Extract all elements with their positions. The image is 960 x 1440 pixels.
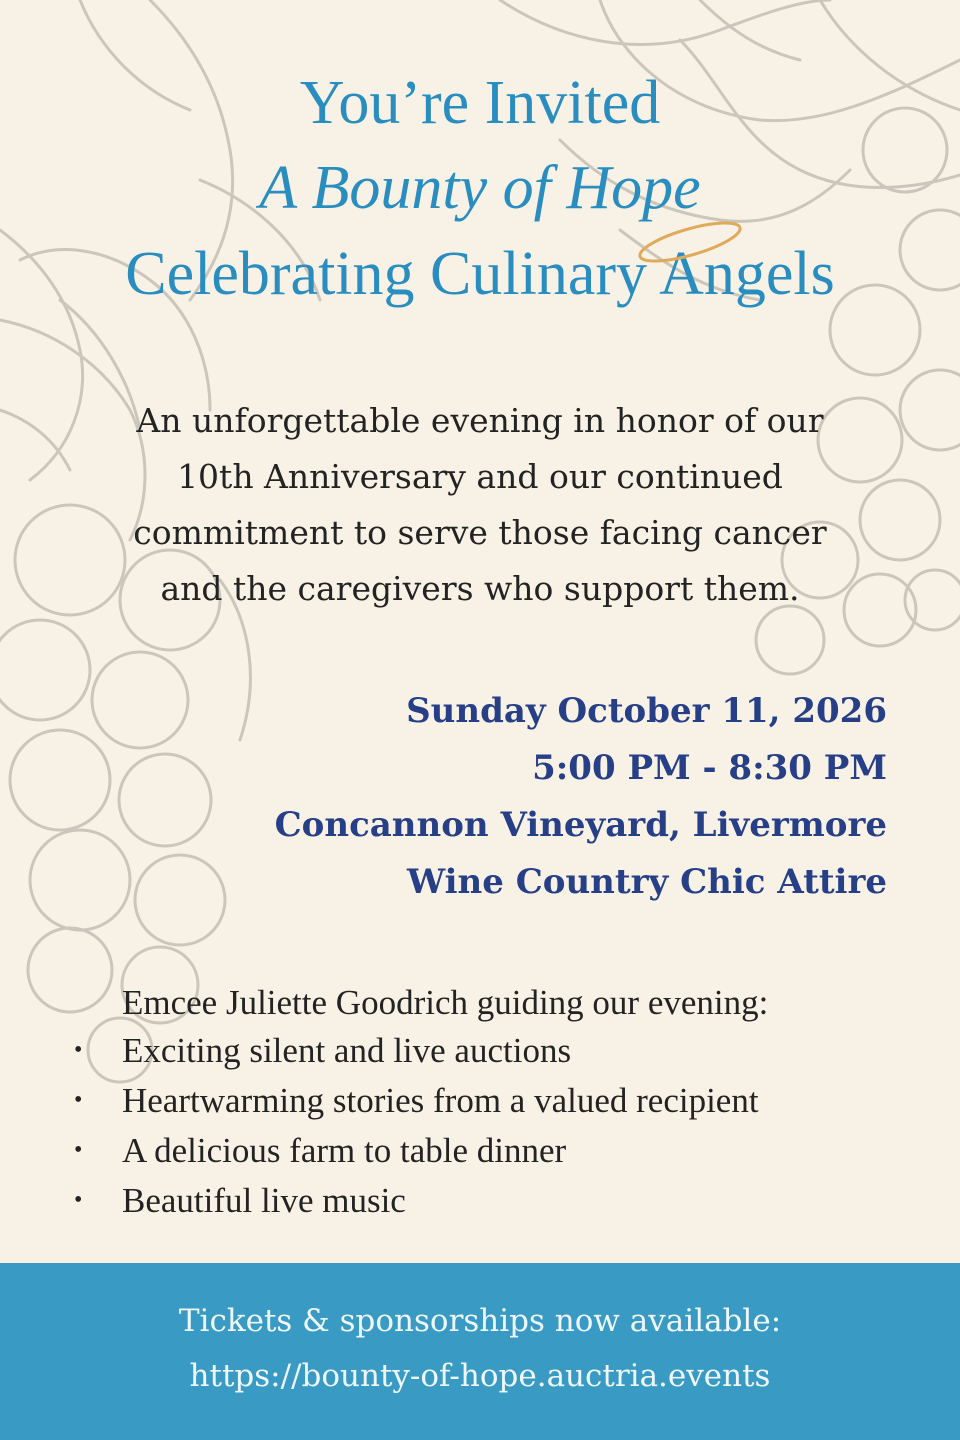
list-item-text: A delicious farm to table dinner — [122, 1131, 567, 1170]
tickets-text: Tickets & sponsorships now available: — [178, 1303, 782, 1339]
intro-text — [40, 393, 920, 617]
tickets-url[interactable]: https://bounty-of-hope.auctria.events — [189, 1358, 771, 1394]
intro-line: commitment to serve those facing cancer — [133, 513, 827, 552]
emcee-line: Emcee Juliette Goodrich guiding our evening: — [122, 983, 769, 1022]
bullet: • — [74, 1037, 83, 1063]
list-item-text: Exciting silent and live auctions — [122, 1031, 572, 1070]
bullet: • — [74, 1187, 83, 1213]
bullet: • — [74, 1137, 83, 1163]
halo-icon — [0, 0, 960, 340]
event-time: 5:00 PM - 8:30 PM — [532, 748, 887, 788]
intro-line: 10th Anniversary and our continued — [177, 457, 783, 496]
list-item-text: Beautiful live music — [122, 1181, 406, 1220]
event-subtitle: Celebrating Culinary Angels — [125, 240, 835, 308]
event-attire: Wine Country Chic Attire — [407, 862, 887, 902]
list-item-text: Heartwarming stories from a valued recipient — [122, 1081, 759, 1120]
bullet: • — [74, 1087, 83, 1113]
event-name: A Bounty of Hope — [259, 154, 701, 222]
event-date: Sunday October 11, 2026 — [406, 691, 887, 731]
intro-line: and the caregivers who support them. — [160, 569, 800, 608]
tickets-footer — [0, 1263, 960, 1440]
event-venue: Concannon Vineyard, Livermore — [274, 805, 887, 845]
invitation-heading: You’re Invited — [299, 69, 661, 137]
intro-line: An unforgettable evening in honor of our — [136, 401, 824, 440]
event-details — [87, 683, 887, 911]
